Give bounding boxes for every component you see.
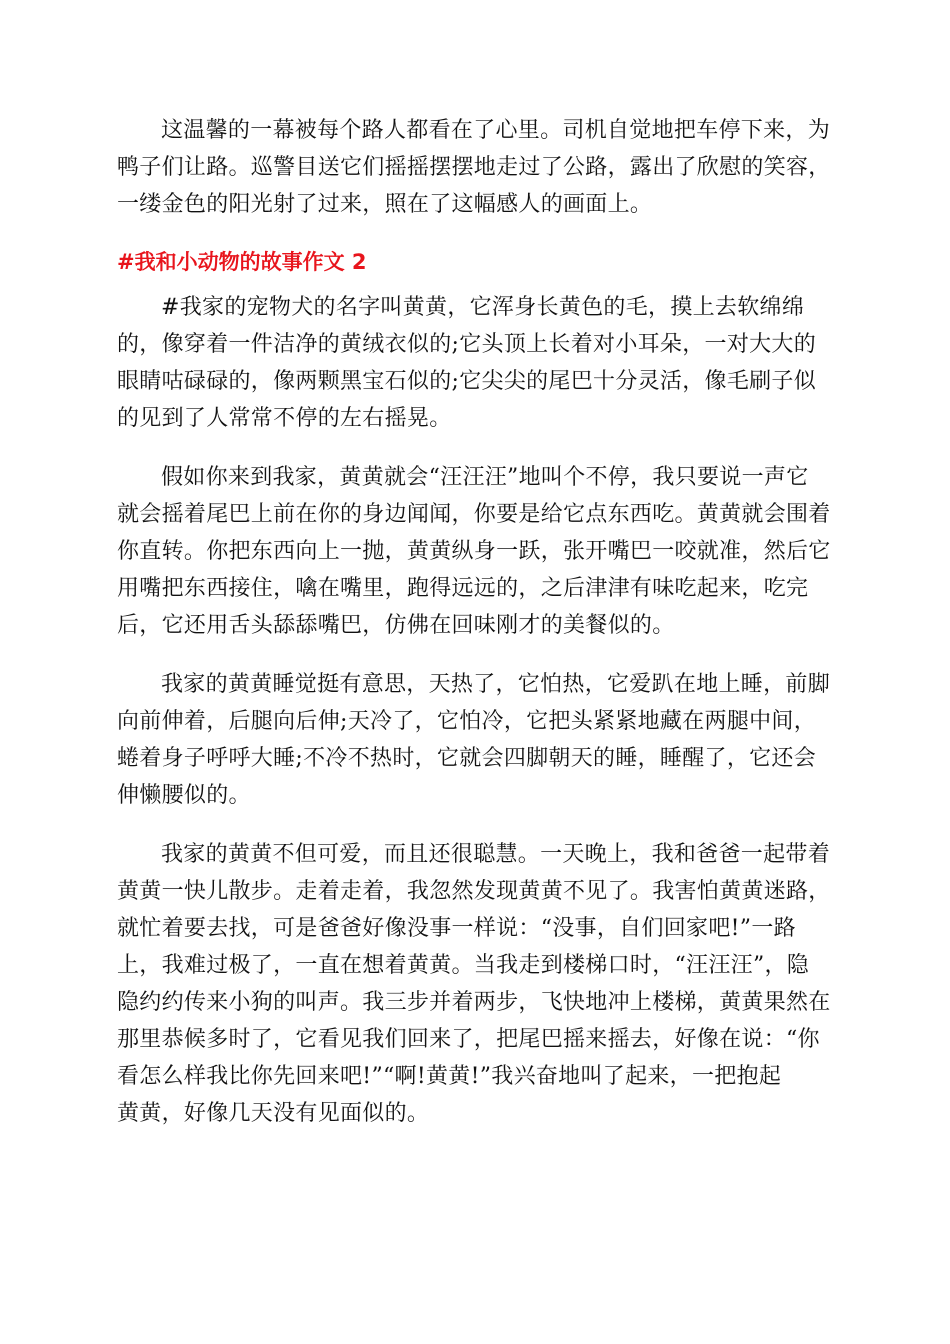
text-line: 向前伸着，后腿向后伸;天冷了，它怕冷，它把头紧紧地藏在两腿中间，	[117, 709, 817, 734]
text-line: 看怎么样我比你先回来吧!”“啊!黄黄!”我兴奋地叫了起来，一把抱起	[117, 1064, 782, 1089]
text-line: 的，像穿着一件洁净的黄绒衣似的;它头顶上长着对小耳朵，一对大大的	[117, 332, 817, 357]
text-line: 黄黄一快儿散步。走着走着，我忽然发现黄黄不见了。我害怕黄黄迷路，	[117, 879, 831, 904]
paragraph-pet-sleep	[117, 666, 835, 814]
text-line: 鸭子们让路。巡警目送它们摇摇摆摆地走过了公路，露出了欣慰的笑容，	[117, 155, 831, 180]
text-line: 上，我难过极了，一直在想着黄黄。当我走到楼梯口时，“汪汪汪”，隐	[117, 953, 810, 978]
text-line: 就会摇着尾巴上前在你的身边闻闻，你要是给它点东西吃。黄黄就会围着	[117, 502, 831, 527]
text-line: 我家的黄黄睡觉挺有意思，天热了，它怕热，它爱趴在地上睡，前脚	[161, 672, 831, 697]
text-line: 隐约约传来小狗的叫声。我三步并着两步，飞快地冲上楼梯，黄黄果然在	[117, 990, 831, 1015]
text-line: 就忙着要去找，可是爸爸好像没事一样说：“没事，自们回家吧!”一路	[117, 916, 796, 941]
text-line: 后，它还用舌头舔舔嘴巴，仿佛在回味刚才的美餐似的。	[117, 613, 675, 638]
text-line: 用嘴把东西接住，噙在嘴里，跑得远远的，之后津津有味吃起来，吃完	[117, 576, 809, 601]
paragraph-pet-play	[117, 459, 835, 644]
text-line: 你直转。你把东西向上一抛，黄黄纵身一跃，张开嘴巴一咬就准，然后它	[117, 539, 831, 564]
text-line: #我家的宠物犬的名字叫黄黄，它浑身长黄色的毛，摸上去软绵绵	[161, 295, 805, 320]
text-line: 伸懒腰似的。	[117, 783, 251, 808]
paragraph-pet-clever	[117, 836, 835, 1132]
section-heading: #我和小动物的故事作文 2	[117, 250, 367, 274]
paragraph-ducks	[117, 112, 835, 223]
text-line: 眼睛咕碌碌的，像两颗黑宝石似的;它尖尖的尾巴十分灵活，像毛刷子似	[117, 369, 817, 394]
text-line: 蜷着身子呼呼大睡;不冷不热时，它就会四脚朝天的睡，睡醒了，它还会	[117, 746, 817, 771]
text-line: 我家的黄黄不但可爱，而且还很聪慧。一天晚上，我和爸爸一起带着	[161, 842, 831, 867]
text-line: 假如你来到我家，黄黄就会“汪汪汪”地叫个不停，我只要说一声它	[161, 465, 809, 490]
text-line: 黄黄，好像几天没有见面似的。	[117, 1101, 430, 1126]
text-line: 一缕金色的阳光射了过来，照在了这幅感人的画面上。	[117, 192, 653, 217]
paragraph-pet-intro	[117, 289, 835, 437]
text-line: 的见到了人常常不停的左右摇晃。	[117, 406, 452, 431]
text-line: 这温馨的一幕被每个路人都看在了心里。司机自觉地把车停下来，为	[161, 118, 831, 143]
text-line: 那里恭候多时了，它看见我们回来了，把尾巴摇来摇去，好像在说：“你	[117, 1027, 820, 1052]
document-body	[117, 112, 835, 1154]
